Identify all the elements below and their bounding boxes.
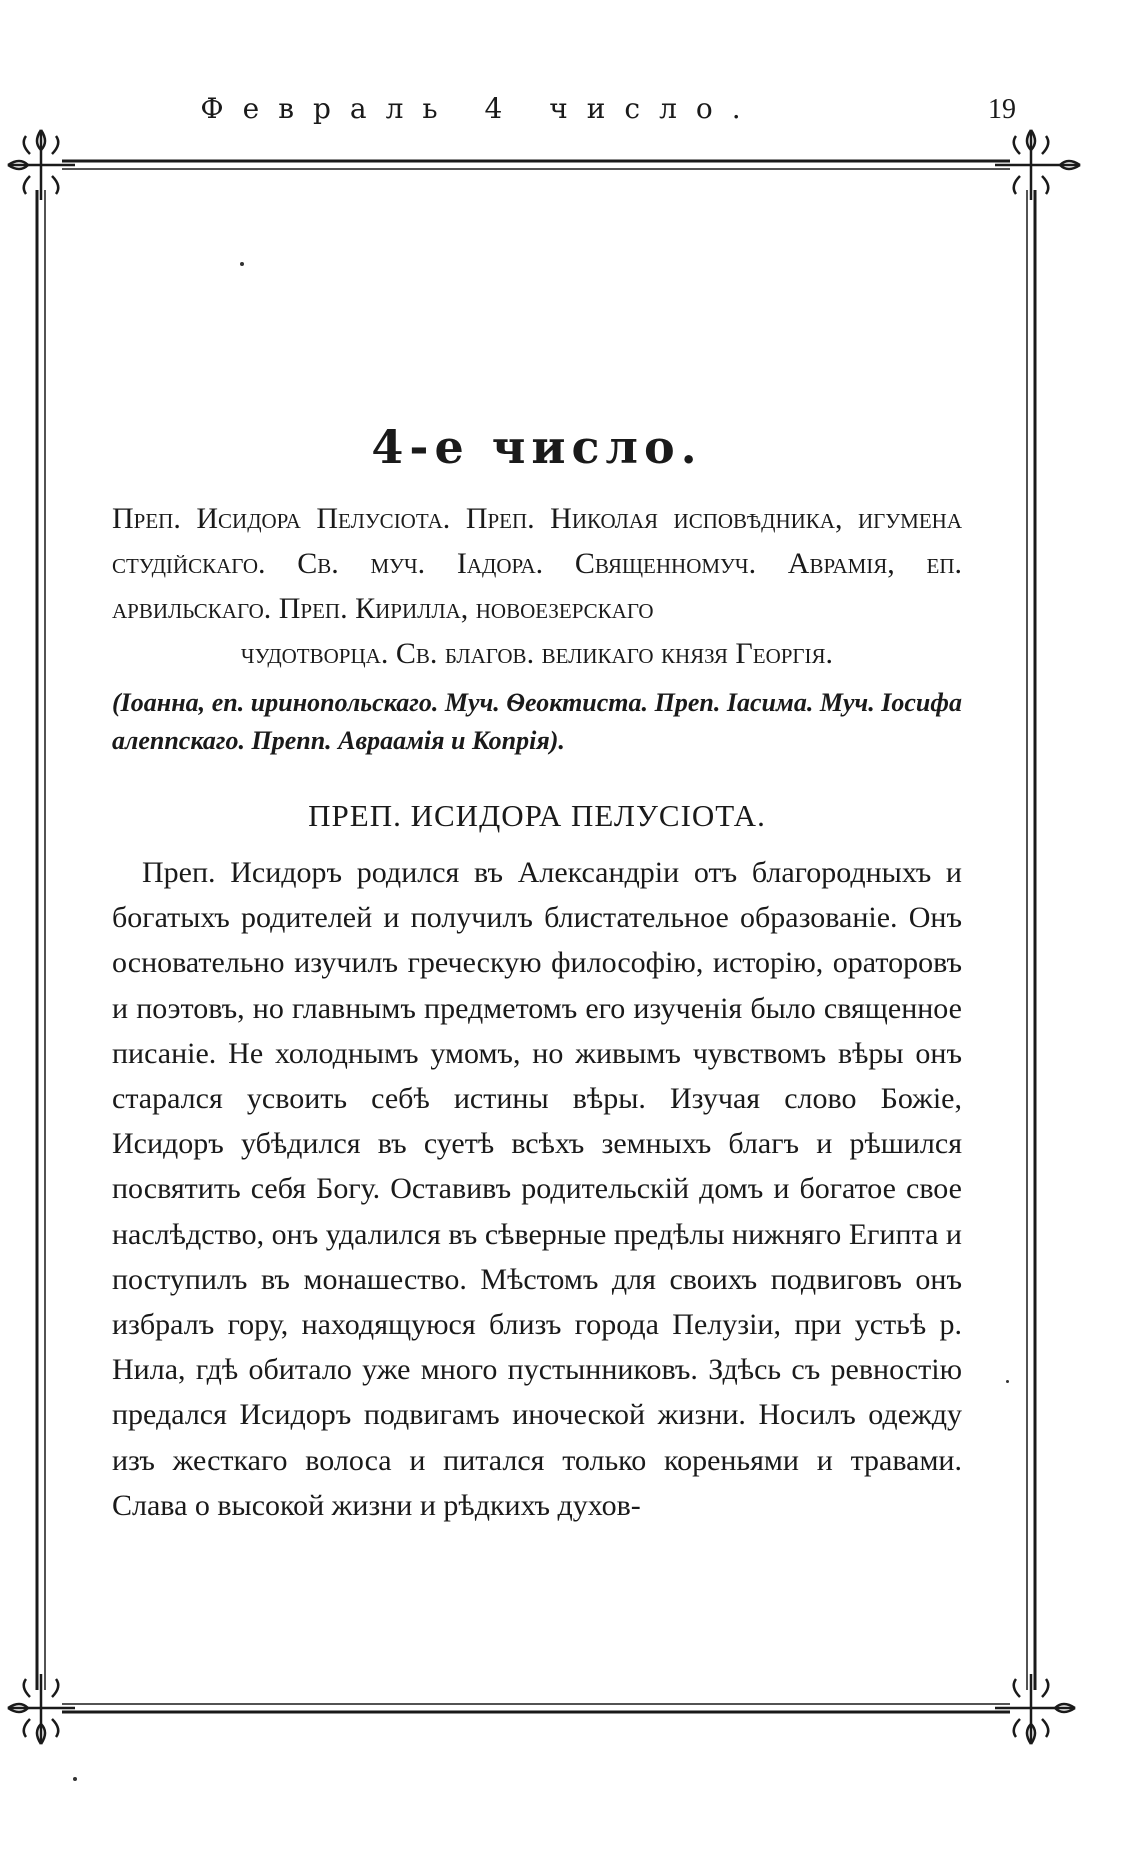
section-title: ПРЕП. ИСИДОРА ПЕЛУСІОТА. [308,798,766,833]
day-title: 4-е число. [371,420,703,474]
page-number: 19 [988,94,1016,125]
print-speck [1006,1380,1009,1383]
saints-list-last-line: чудотворца. Св. благов. великаго князя Георгія. [240,637,834,670]
print-speck [73,1777,77,1781]
saints-list-main: Преп. Исидора Пелусіота. Преп. Николая исповѣдника, игумена студійскаго. Св. муч. Іадора. Священномуч. Аврамія, еп. арвильскаго. Преп. Кирилла, новоезерскаго [112,502,962,625]
print-speck [240,262,244,266]
body-text: Преп. Исидоръ родился въ Александріи отъ благородныхъ и богатыхъ родителей и получилъ блистательное образованіе. Онъ основательно изучилъ греческую философію, исторію, ораторовъ и поэтовъ, но главнымъ предметомъ его изученія было священное писаніе. Не холоднымъ умомъ, но живымъ чувствомъ вѣры онъ старался усвоить себѣ истины вѣры. Изучая слово Божіе, Исидоръ убѣдился въ суетѣ всѣхъ земныхъ благъ и рѣшился посвятить себя Богу. Оставивъ родительскій домъ и богатое свое наслѣдство, онъ удалился въ сѣверные предѣлы нижняго Египта и поступилъ въ монашество. Мѣстомъ для своихъ подвиговъ онъ избралъ гору, находящуюся близъ города Пелузіи, при устьѣ р. Нила, гдѣ обитало уже много пустынниковъ. Здѣсь съ ревностію предался Исидоръ подвигамъ иноческой жизни. Носилъ одежду изъ жесткаго волоса и питался только кореньями и травами. Слава о высокой жизни и рѣдкихъ духов- [112,856,962,1522]
running-title: Февраль 4 число. [200,92,760,125]
page-content [112,420,962,1528]
running-head [0,92,1140,132]
minor-saints-list: (Іоанна, еп. иринопольскаго. Муч. Ѳеоктиста. Преп. Іасима. Муч. Іосифа алеппскаго. Препп. Авраамія и Копрія). [112,688,962,755]
saints-list [112,496,962,676]
